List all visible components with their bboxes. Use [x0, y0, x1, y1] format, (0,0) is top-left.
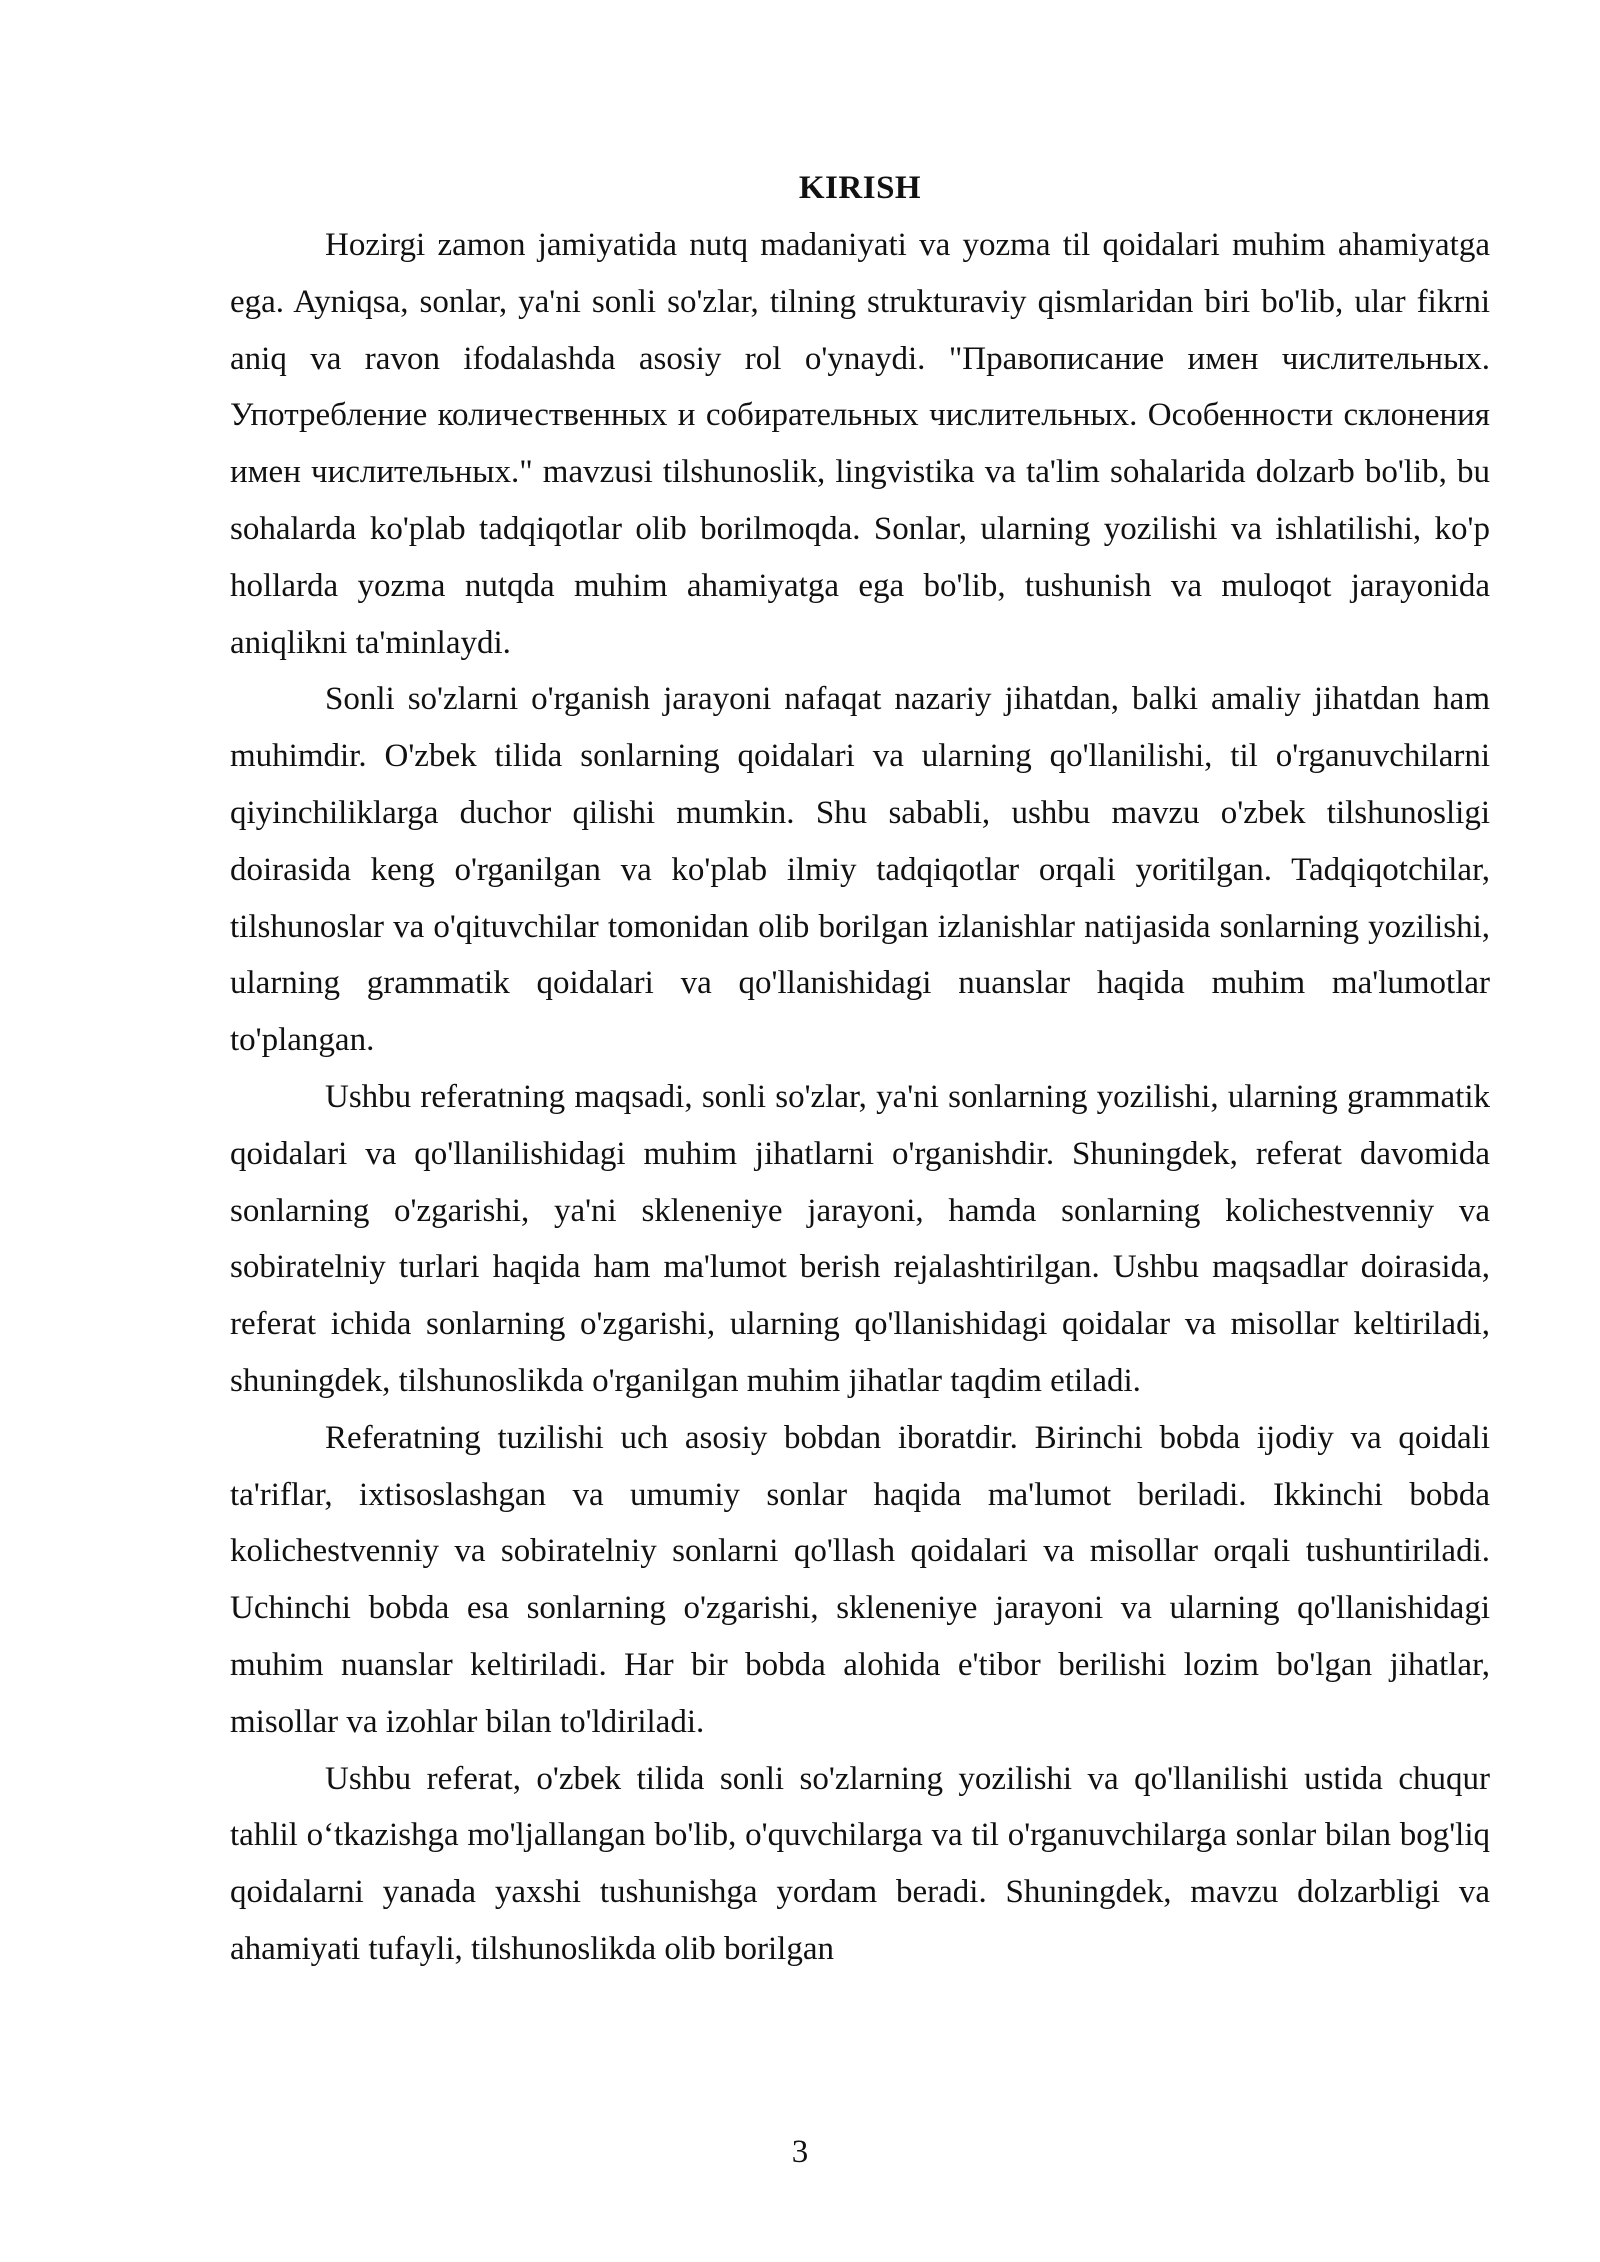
page-content	[230, 160, 1490, 1978]
paragraph-3: Ushbu referatning maqsadi, sonli so'zlar, ya'ni sonlarning yozilishi, ularning grammatik qoidalari va qo'llanilishidagi muhim jihatlarni o'rganishdir. Shuningdek, referat davomida sonlarning o'zgarishi, ya'ni skleneniye jarayoni, hamda sonlarning kolichestvenniy va sobiratelniy turlari haqida ham ma'lumot berish rejalashtirilgan. Ushbu maqsadlar doirasida, referat ichida sonlarning o'zgarishi, ularning qo'llanishidagi qoidalar va misollar keltiriladi, shuningdek, tilshunoslikda o'rganilgan muhim jihatlar taqdim etiladi.	[230, 1078, 1490, 1399]
paragraph-5: Ushbu referat, o'zbek tilida sonli so'zlarning yozilishi va qo'llanilishi ustida chuqur tahlil o‘tkazishga mo'ljallangan bo'lib, o'quvchilarga va til o'rganuvchilarga sonlar bilan bog'liq qoidalarni yanada yaxshi tushunishga yordam beradi. Shuningdek, mavzu dolzarbligi va ahamiyati tufayli, tilshunoslikda olib borilgan	[230, 1760, 1490, 1967]
page-number: 3	[791, 2134, 809, 2170]
paragraph-2: Sonli so'zlarni o'rganish jarayoni nafaqat nazariy jihatdan, balki amaliy jihatdan ham muhimdir. O'zbek tilida sonlarning qoidalari va ularning qo'llanilishi, til o'rganuvchilarni qiyinchiliklarga duchor qilishi mumkin. Shu sababli, ushbu mavzu o'zbek tilshunosligi doirasida keng o'rganilgan va ko'plab ilmiy tadqiqotlar orqali yoritilgan. Tadqiqotchilar, tilshunoslar va o'qituvchilar tomonidan olib borilgan izlanishlar natijasida sonlarning yozilishi, ularning grammatik qoidalari va qo'llanishidagi nuanslar haqida muhim ma'lumotlar to'plangan.	[230, 681, 1490, 1059]
paragraph-4: Referatning tuzilishi uch asosiy bobdan iboratdir. Birinchi bobda ijodiy va qoidali ta'riflar, ixtisoslashgan va umumiy sonlar haqida ma'lumot beriladi. Ikkinchi bobda kolichestvenniy va sobiratelniy sonlarni qo'llash qoidalari va misollar orqali tushuntiriladi. Uchinchi bobda esa sonlarning o'zgarishi, skleneniye jarayoni va ularning qo'llanishidagi muhim nuanslar keltiriladi. Har bir bobda alohida e'tibor berilishi lozim bo'lgan jihatlar, misollar va izohlar bilan to'ldiriladi.	[230, 1419, 1490, 1740]
section-heading: KIRISH	[798, 170, 922, 206]
paragraph-1: Hozirgi zamon jamiyatida nutq madaniyati va yozma til qoidalari muhim ahamiyatga ega. Ayniqsa, sonlar, ya'ni sonli so'zlar, tilning strukturaviy qismlaridan biri bo'lib, ular fikrni aniq va ravon ifodalashda asosiy rol o'ynaydi. "Правописание имен числительных. Употребление количественных и собирательных числительных. Особенности склонения имен числительных." mavzusi tilshunoslik, lingvistika va ta'lim sohalarida dolzarb bo'lib, bu sohalarda ko'plab tadqiqotlar olib borilmoqda. Sonlar, ularning yozilishi va ishlatilishi, ko'p hollarda yozma nutqda muhim ahamiyatga ega bo'lib, tushunish va muloqot jarayonida aniqlikni ta'minlaydi.	[230, 227, 1490, 661]
